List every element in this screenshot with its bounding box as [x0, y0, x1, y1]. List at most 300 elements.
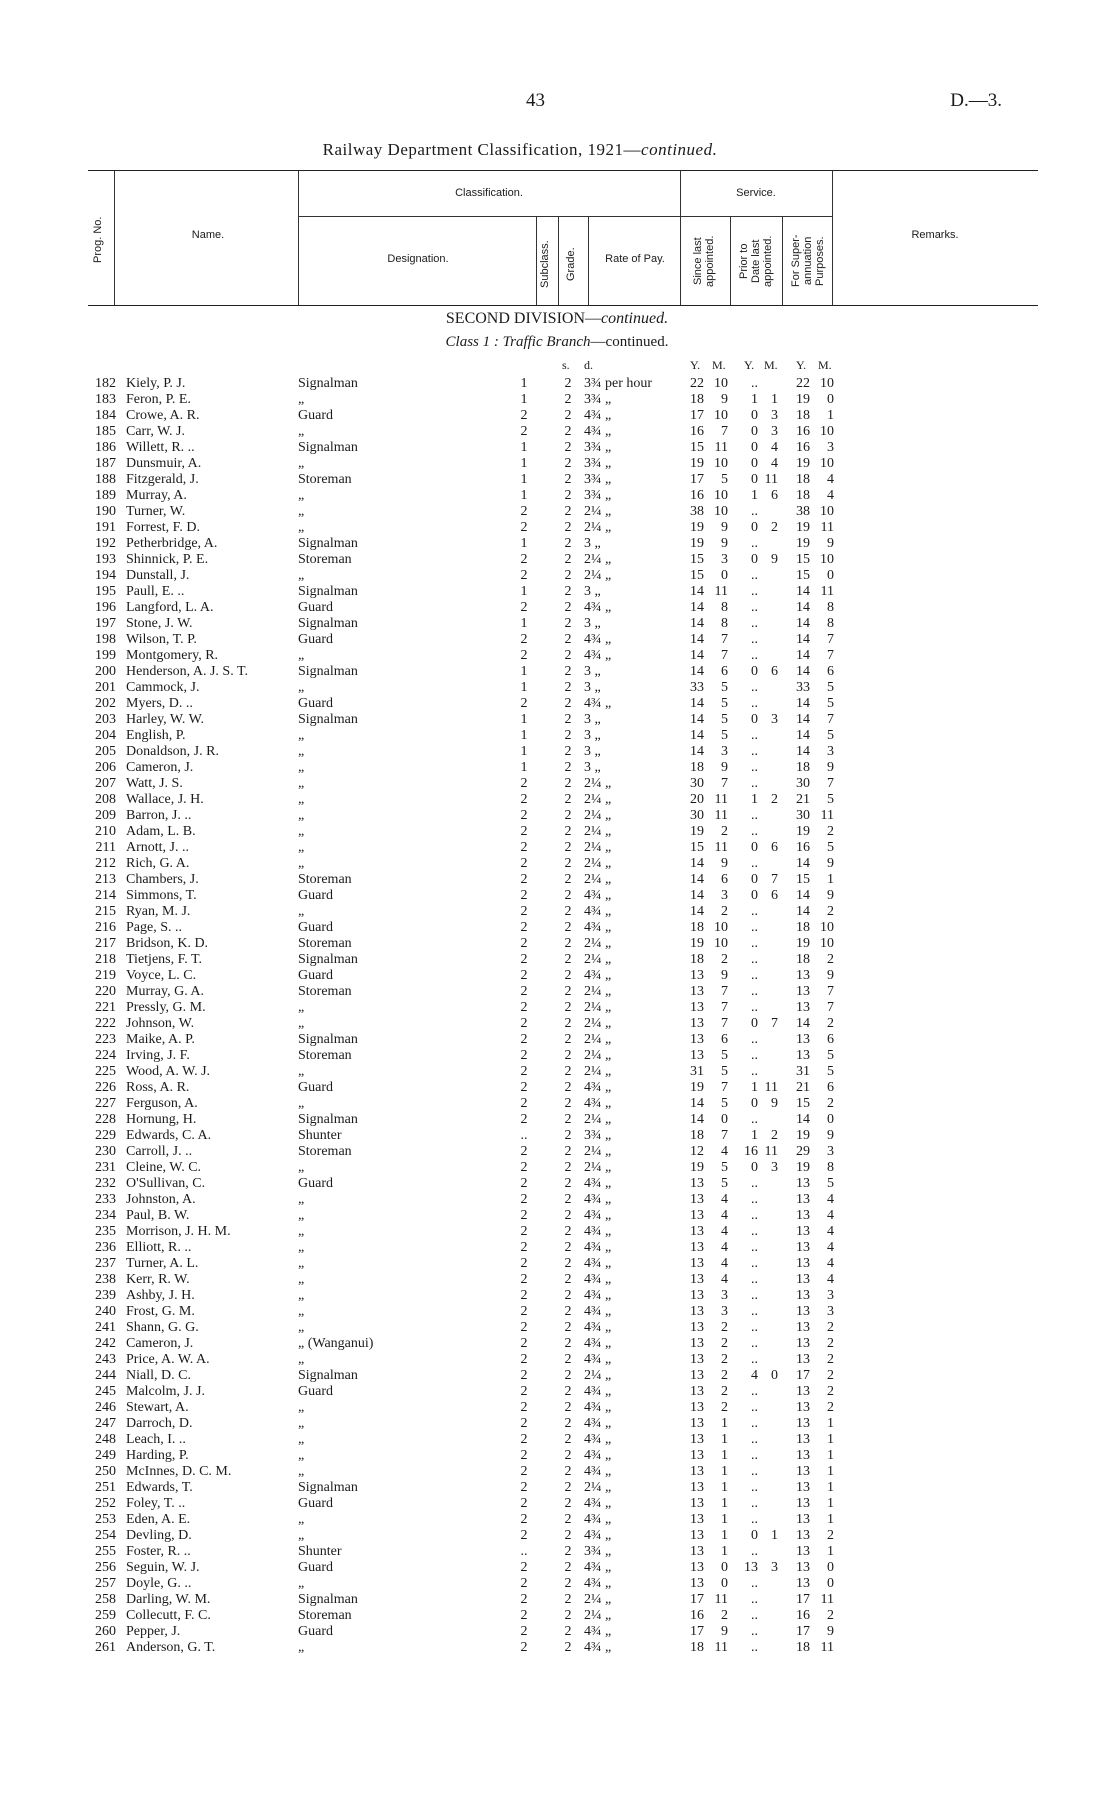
super-months-cell: 9: [827, 536, 834, 551]
designation-cell: „: [298, 904, 305, 919]
rate-of-pay-cell: 4¾ „: [584, 1496, 612, 1511]
super-years-cell: 31: [796, 1064, 810, 1079]
table-row: [0, 792, 1114, 808]
subclass-cell: 2: [520, 888, 528, 903]
name-cell: Petherbridge, A.: [126, 536, 218, 551]
table-row: [0, 1032, 1114, 1048]
subclass-cell: 2: [520, 1064, 528, 1079]
grade-cell: 2: [564, 1288, 572, 1303]
designation-cell: Guard: [298, 1560, 333, 1575]
super-years-cell: 19: [796, 1160, 810, 1175]
subclass-cell: 2: [520, 792, 528, 807]
designation-cell: Guard: [298, 600, 333, 615]
rate-of-pay-cell: 4¾ „: [584, 1176, 612, 1191]
rate-of-pay-cell: 4¾ „: [584, 1384, 612, 1399]
name-cell: Chambers, J.: [126, 872, 199, 887]
prior-years-cell: ..: [751, 1576, 758, 1591]
super-months-cell: 3: [827, 440, 834, 455]
grade-cell: 2: [564, 1224, 572, 1239]
unit-years: Y.: [690, 358, 701, 372]
prior-months-cell: 0: [771, 1368, 778, 1383]
since-years-cell: 15: [690, 840, 704, 855]
super-months-cell: 8: [827, 616, 834, 631]
table-row: [0, 968, 1114, 984]
since-years-cell: 13: [690, 1016, 704, 1031]
grade-cell: 2: [564, 1592, 572, 1607]
super-months-cell: 9: [827, 1128, 834, 1143]
designation-cell: Storeman: [298, 1608, 352, 1623]
rate-of-pay-cell: 4¾ „: [584, 1320, 612, 1335]
prior-months-cell: 6: [771, 888, 778, 903]
unit-months: M.: [818, 358, 832, 372]
subclass-cell: 2: [520, 1432, 528, 1447]
designation-cell: „: [298, 824, 305, 839]
table-row: [0, 1544, 1114, 1560]
super-years-cell: 15: [796, 568, 810, 583]
super-years-cell: 13: [796, 1192, 810, 1207]
table-row: [0, 1400, 1114, 1416]
prior-years-cell: ..: [751, 1032, 758, 1047]
name-cell: Cameron, J.: [126, 1336, 194, 1351]
rate-of-pay-cell: 4¾ „: [584, 696, 612, 711]
since-months-cell: 10: [714, 408, 728, 423]
prog-no-cell: 230: [95, 1144, 116, 1159]
super-years-cell: 14: [796, 856, 810, 871]
super-months-cell: 1: [827, 1448, 834, 1463]
rate-of-pay-cell: 3¾ „: [584, 440, 612, 455]
prior-years-cell: 0: [751, 1160, 758, 1175]
table-row: [0, 872, 1114, 888]
since-years-cell: 13: [690, 1480, 704, 1495]
prior-years-cell: 0: [751, 408, 758, 423]
header-designation: Designation.: [387, 253, 449, 265]
subclass-cell: ..: [520, 1128, 528, 1143]
grade-cell: 2: [564, 1464, 572, 1479]
designation-cell: Signalman: [298, 1592, 358, 1607]
prog-no-cell: 239: [95, 1288, 116, 1303]
super-months-cell: 2: [827, 1336, 834, 1351]
prog-no-cell: 200: [95, 664, 116, 679]
prior-years-cell: 1: [751, 1080, 758, 1095]
table-row: [0, 952, 1114, 968]
grade-cell: 2: [564, 1096, 572, 1111]
since-years-cell: 18: [690, 1640, 704, 1655]
since-years-cell: 14: [690, 616, 704, 631]
since-months-cell: 5: [721, 680, 728, 695]
table-row: [0, 1304, 1114, 1320]
prior-years-cell: ..: [751, 536, 758, 551]
subclass-cell: 2: [520, 1096, 528, 1111]
prog-no-cell: 237: [95, 1256, 116, 1271]
header-divider: [536, 216, 537, 305]
prog-no-cell: 261: [95, 1640, 116, 1655]
name-cell: Crowe, A. R.: [126, 408, 200, 423]
since-months-cell: 4: [721, 1272, 728, 1287]
since-years-cell: 19: [690, 520, 704, 535]
designation-cell: „: [298, 840, 305, 855]
designation-cell: Shunter: [298, 1544, 342, 1559]
since-months-cell: 10: [714, 936, 728, 951]
since-months-cell: 3: [721, 552, 728, 567]
prior-years-cell: 0: [751, 1096, 758, 1111]
prog-no-cell: 242: [95, 1336, 116, 1351]
prog-no-cell: 182: [95, 376, 116, 391]
subclass-cell: 2: [520, 1576, 528, 1591]
super-months-cell: 0: [827, 1576, 834, 1591]
rate-of-pay-cell: 3¾ „: [584, 488, 612, 503]
designation-cell: „: [298, 1416, 305, 1431]
table-row: [0, 1560, 1114, 1576]
rate-of-pay-cell: 4¾ „: [584, 1256, 612, 1271]
since-months-cell: 11: [714, 792, 728, 807]
designation-cell: „: [298, 648, 305, 663]
grade-cell: 2: [564, 888, 572, 903]
designation-cell: „: [298, 1464, 305, 1479]
designation-cell: „: [298, 1448, 305, 1463]
header-divider: [114, 171, 115, 305]
prog-no-cell: 205: [95, 744, 116, 759]
grade-cell: 2: [564, 408, 572, 423]
title-italic: continued.: [641, 140, 718, 159]
prior-years-cell: ..: [751, 984, 758, 999]
since-months-cell: 0: [721, 1576, 728, 1591]
subclass-cell: 2: [520, 952, 528, 967]
grade-cell: 2: [564, 1192, 572, 1207]
super-years-cell: 16: [796, 440, 810, 455]
designation-cell: „ (Wanganui): [298, 1336, 374, 1351]
since-months-cell: 2: [721, 1400, 728, 1415]
grade-cell: 2: [564, 632, 572, 647]
super-years-cell: 13: [796, 1448, 810, 1463]
designation-cell: Guard: [298, 888, 333, 903]
rate-of-pay-cell: 4¾ „: [584, 632, 612, 647]
since-years-cell: 15: [690, 568, 704, 583]
since-months-cell: 4: [721, 1192, 728, 1207]
prior-years-cell: ..: [751, 1544, 758, 1559]
grade-cell: 2: [564, 1144, 572, 1159]
since-years-cell: 18: [690, 920, 704, 935]
super-months-cell: 7: [827, 984, 834, 999]
rate-of-pay-cell: 4¾ „: [584, 968, 612, 983]
grade-cell: 2: [564, 488, 572, 503]
super-months-cell: 0: [827, 392, 834, 407]
since-months-cell: 9: [721, 856, 728, 871]
since-months-cell: 4: [721, 1208, 728, 1223]
super-years-cell: 18: [796, 920, 810, 935]
prior-months-cell: 3: [771, 712, 778, 727]
designation-cell: Signalman: [298, 664, 358, 679]
header-classification: Classification.: [455, 187, 523, 199]
subclass-cell: 2: [520, 936, 528, 951]
rate-of-pay-cell: 2¼ „: [584, 504, 612, 519]
subclass-cell: 1: [520, 664, 528, 679]
prog-no-cell: 257: [95, 1576, 116, 1591]
since-years-cell: 13: [690, 1048, 704, 1063]
super-months-cell: 9: [827, 1624, 834, 1639]
name-cell: Harley, W. W.: [126, 712, 205, 727]
super-years-cell: 13: [796, 984, 810, 999]
since-years-cell: 13: [690, 1432, 704, 1447]
super-years-cell: 14: [796, 600, 810, 615]
since-years-cell: 14: [690, 632, 704, 647]
grade-cell: 2: [564, 1544, 572, 1559]
grade-cell: 2: [564, 1384, 572, 1399]
rate-of-pay-cell: 4¾ „: [584, 1400, 612, 1415]
header-subclass: Subclass.: [539, 240, 551, 288]
prog-no-cell: 232: [95, 1176, 116, 1191]
prog-no-cell: 253: [95, 1512, 116, 1527]
rate-of-pay-cell: 2¼ „: [584, 1608, 612, 1623]
super-years-cell: 13: [796, 1576, 810, 1591]
subclass-cell: 2: [520, 1464, 528, 1479]
designation-cell: Signalman: [298, 584, 358, 599]
since-years-cell: 13: [690, 1304, 704, 1319]
subclass-cell: 2: [520, 648, 528, 663]
super-years-cell: 18: [796, 488, 810, 503]
prior-years-cell: ..: [751, 1496, 758, 1511]
since-months-cell: 5: [721, 1160, 728, 1175]
name-cell: Forrest, F. D.: [126, 520, 200, 535]
prog-no-cell: 247: [95, 1416, 116, 1431]
super-months-cell: 2: [827, 1528, 834, 1543]
name-cell: Devling, D.: [126, 1528, 192, 1543]
table-row: [0, 744, 1114, 760]
grade-cell: 2: [564, 1320, 572, 1335]
prior-years-cell: 4: [751, 1368, 758, 1383]
grade-cell: 2: [564, 1448, 572, 1463]
rate-of-pay-cell: 3¾ „: [584, 472, 612, 487]
rate-of-pay-cell: 2¼ „: [584, 840, 612, 855]
table-row: [0, 1224, 1114, 1240]
super-months-cell: 10: [820, 504, 834, 519]
prior-years-cell: 0: [751, 472, 758, 487]
prior-years-cell: ..: [751, 648, 758, 663]
table-row: [0, 1288, 1114, 1304]
table-row: [0, 1512, 1114, 1528]
designation-cell: Storeman: [298, 872, 352, 887]
prior-years-cell: 0: [751, 424, 758, 439]
name-cell: Turner, W.: [126, 504, 186, 519]
prog-no-cell: 184: [95, 408, 116, 423]
super-years-cell: 19: [796, 1128, 810, 1143]
prior-years-cell: 0: [751, 1016, 758, 1031]
table-row: [0, 984, 1114, 1000]
unit-months: M.: [764, 358, 778, 372]
header-subdivider: [298, 216, 832, 217]
designation-cell: Signalman: [298, 1112, 358, 1127]
name-cell: Frost, G. M.: [126, 1304, 195, 1319]
prior-years-cell: ..: [751, 920, 758, 935]
since-years-cell: 17: [690, 408, 704, 423]
rate-of-pay-cell: 4¾ „: [584, 1208, 612, 1223]
prior-years-cell: ..: [751, 632, 758, 647]
grade-cell: 2: [564, 1160, 572, 1175]
prior-years-cell: ..: [751, 1336, 758, 1351]
table-row: [0, 648, 1114, 664]
name-cell: Cameron, J.: [126, 760, 194, 775]
subclass-cell: 2: [520, 1016, 528, 1031]
subclass-cell: 2: [520, 1288, 528, 1303]
since-months-cell: 1: [721, 1416, 728, 1431]
prior-years-cell: 0: [751, 888, 758, 903]
grade-cell: 2: [564, 1208, 572, 1223]
name-cell: Pressly, G. M.: [126, 1000, 206, 1015]
name-cell: Darroch, D.: [126, 1416, 193, 1431]
table-row: [0, 600, 1114, 616]
super-months-cell: 5: [827, 728, 834, 743]
super-months-cell: 4: [827, 472, 834, 487]
name-cell: Wilson, T. P.: [126, 632, 197, 647]
since-months-cell: 10: [714, 376, 728, 391]
super-years-cell: 13: [796, 1464, 810, 1479]
table-row: [0, 728, 1114, 744]
grade-cell: 2: [564, 1112, 572, 1127]
subclass-cell: 2: [520, 1256, 528, 1271]
prior-years-cell: ..: [751, 1608, 758, 1623]
subclass-cell: 2: [520, 504, 528, 519]
prior-years-cell: ..: [751, 1480, 758, 1495]
since-months-cell: 6: [721, 664, 728, 679]
since-years-cell: 14: [690, 888, 704, 903]
table-row: [0, 1272, 1114, 1288]
grade-cell: 2: [564, 840, 572, 855]
super-years-cell: 13: [796, 1496, 810, 1511]
subclass-cell: 1: [520, 472, 528, 487]
super-years-cell: 14: [796, 664, 810, 679]
super-years-cell: 13: [796, 1176, 810, 1191]
super-years-cell: 14: [796, 904, 810, 919]
unit-years: Y.: [796, 358, 807, 372]
prog-no-cell: 198: [95, 632, 116, 647]
prog-no-cell: 192: [95, 536, 116, 551]
since-years-cell: 19: [690, 456, 704, 471]
designation-cell: „: [298, 1016, 305, 1031]
super-years-cell: 29: [796, 1144, 810, 1159]
since-months-cell: 9: [721, 968, 728, 983]
rate-of-pay-cell: 4¾ „: [584, 408, 612, 423]
rate-of-pay-cell: 3 „: [584, 712, 601, 727]
prior-months-cell: 2: [771, 1128, 778, 1143]
name-cell: Donaldson, J. R.: [126, 744, 219, 759]
subclass-cell: 2: [520, 600, 528, 615]
prior-months-cell: 11: [764, 1144, 778, 1159]
table-row: [0, 1336, 1114, 1352]
grade-cell: 2: [564, 520, 572, 535]
prior-years-cell: ..: [751, 968, 758, 983]
prog-no-cell: 248: [95, 1432, 116, 1447]
prog-no-cell: 185: [95, 424, 116, 439]
super-years-cell: 13: [796, 1272, 810, 1287]
class-subtitle: [0, 334, 1114, 351]
prog-no-cell: 238: [95, 1272, 116, 1287]
subclass-cell: 2: [520, 1032, 528, 1047]
rate-of-pay-cell: 2¼ „: [584, 1592, 612, 1607]
subclass-cell: 2: [520, 840, 528, 855]
grade-cell: 2: [564, 472, 572, 487]
super-years-cell: 17: [796, 1592, 810, 1607]
super-years-cell: 13: [796, 1544, 810, 1559]
grade-cell: 2: [564, 984, 572, 999]
super-years-cell: 18: [796, 760, 810, 775]
prog-no-cell: 193: [95, 552, 116, 567]
since-years-cell: 13: [690, 1384, 704, 1399]
table-row: [0, 1368, 1114, 1384]
rate-of-pay-cell: 2¼ „: [584, 568, 612, 583]
rate-of-pay-cell: 4¾ „: [584, 1464, 612, 1479]
rate-of-pay-cell: 4¾ „: [584, 1416, 612, 1431]
rate-of-pay-cell: 4¾ „: [584, 1576, 612, 1591]
name-cell: O'Sullivan, C.: [126, 1176, 206, 1191]
table-row: [0, 1320, 1114, 1336]
prog-no-cell: 213: [95, 872, 116, 887]
designation-cell: Signalman: [298, 616, 358, 631]
super-months-cell: 7: [827, 1000, 834, 1015]
since-months-cell: 1: [721, 1496, 728, 1511]
name-cell: Langford, L. A.: [126, 600, 214, 615]
grade-cell: 2: [564, 1400, 572, 1415]
super-months-cell: 2: [827, 1368, 834, 1383]
prog-no-cell: 234: [95, 1208, 116, 1223]
super-years-cell: 13: [796, 1432, 810, 1447]
subclass-cell: 1: [520, 728, 528, 743]
header-divider: [558, 216, 559, 305]
prior-years-cell: ..: [751, 376, 758, 391]
prog-no-cell: 252: [95, 1496, 116, 1511]
grade-cell: 2: [564, 584, 572, 599]
subclass-cell: 2: [520, 856, 528, 871]
super-years-cell: 14: [796, 648, 810, 663]
grade-cell: 2: [564, 392, 572, 407]
prior-months-cell: 3: [771, 1560, 778, 1575]
super-years-cell: 13: [796, 1032, 810, 1047]
prior-years-cell: 0: [751, 712, 758, 727]
name-cell: Barron, J. ..: [126, 808, 192, 823]
since-years-cell: 13: [690, 1256, 704, 1271]
since-years-cell: 13: [690, 1544, 704, 1559]
prog-no-cell: 188: [95, 472, 116, 487]
prior-months-cell: 6: [771, 488, 778, 503]
table-row: [0, 1064, 1114, 1080]
prog-no-cell: 211: [95, 840, 116, 855]
designation-cell: Guard: [298, 696, 333, 711]
subclass-cell: 2: [520, 968, 528, 983]
prior-years-cell: ..: [751, 824, 758, 839]
prior-years-cell: ..: [751, 1240, 758, 1255]
prog-no-cell: 233: [95, 1192, 116, 1207]
subclass-cell: 2: [520, 696, 528, 711]
prior-years-cell: 0: [751, 840, 758, 855]
since-years-cell: 13: [690, 1320, 704, 1335]
prior-years-cell: 0: [751, 520, 758, 535]
since-months-cell: 5: [721, 1064, 728, 1079]
super-months-cell: 10: [820, 456, 834, 471]
table-row: [0, 1416, 1114, 1432]
prog-no-cell: 215: [95, 904, 116, 919]
prior-years-cell: 1: [751, 792, 758, 807]
table-row: [0, 696, 1114, 712]
since-years-cell: 14: [690, 600, 704, 615]
since-years-cell: 33: [690, 680, 704, 695]
header-rate-of-pay: Rate of Pay.: [605, 253, 665, 265]
page-title: [0, 140, 1040, 160]
prior-years-cell: ..: [751, 1320, 758, 1335]
prior-years-cell: ..: [751, 1512, 758, 1527]
super-months-cell: 4: [827, 1240, 834, 1255]
grade-cell: 2: [564, 696, 572, 711]
prog-no-cell: 208: [95, 792, 116, 807]
super-months-cell: 2: [827, 1096, 834, 1111]
prior-months-cell: 11: [764, 472, 778, 487]
